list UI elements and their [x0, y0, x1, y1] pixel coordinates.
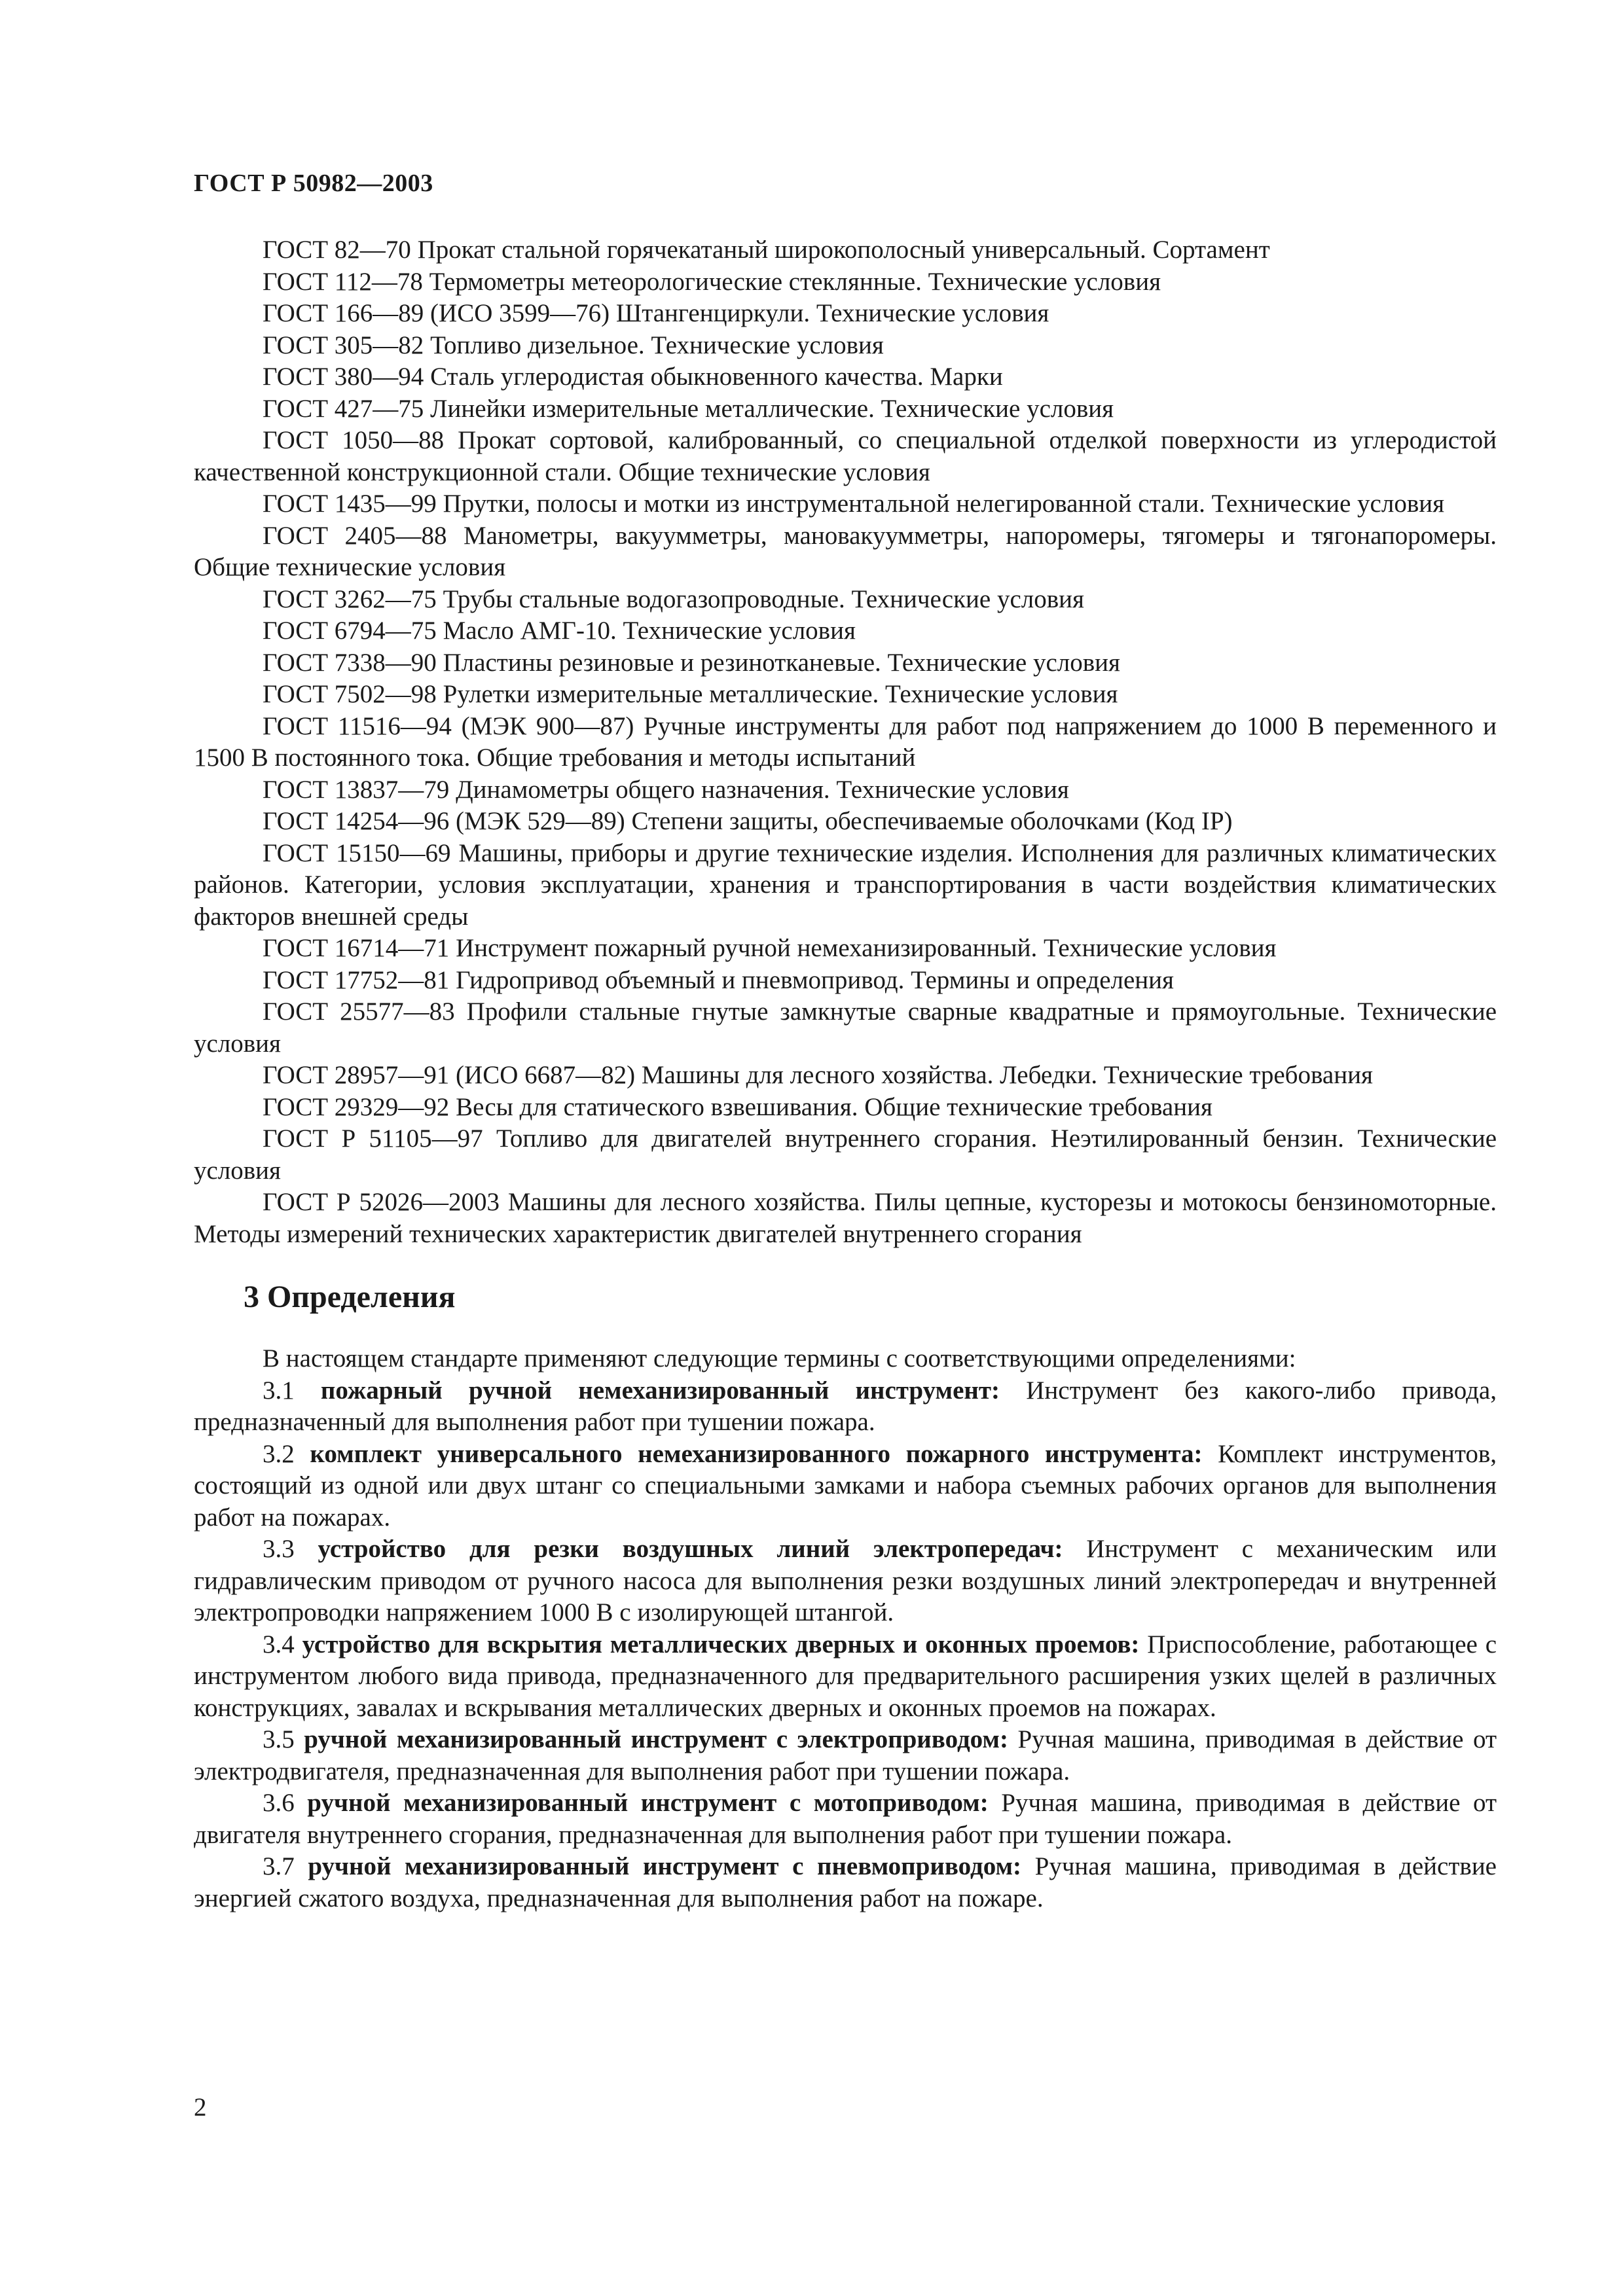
definition-item	[194, 1534, 1497, 1629]
reference-title: Сталь углеродистая обыкновенного качества. Марки	[430, 363, 1003, 391]
definition-item	[194, 1724, 1497, 1787]
reference-code: ГОСТ 7502—98	[263, 680, 437, 708]
definition-number: 3.5	[263, 1725, 295, 1753]
reference-item	[194, 774, 1497, 806]
definition-term: устройство для вскрытия металлических дверных и оконных проемов:	[302, 1630, 1140, 1659]
section-title: Определения	[267, 1280, 456, 1314]
reference-code: ГОСТ 17752—81	[263, 965, 450, 994]
reference-item	[194, 234, 1497, 266]
reference-title: Прокат сортовой, калиброванный, со специальной отделкой поверхности из углеродистой качественной конструкционной стали. Общие технические условия	[194, 426, 1497, 486]
definition-text: Приспособление, работающее с инструментом любого вида привода, предназначенного для предварительного расширения узких щелей в различных конструкциях, завалах и вскрывания металлических дверных и оконных проемов на пожарах.	[194, 1630, 1497, 1722]
reference-title: Масло АМГ-10. Технические условия	[443, 617, 856, 645]
reference-item	[194, 615, 1497, 647]
reference-code: ГОСТ 15150—69	[263, 838, 451, 867]
reference-code: ГОСТ 28957—91 (ИСО 6687—82)	[263, 1061, 636, 1089]
definition-term: комплект универсального немеханизированного пожарного инструмента:	[310, 1439, 1203, 1468]
definition-item	[194, 1439, 1497, 1534]
definition-term: ручной механизированный инструмент с электроприводом:	[304, 1725, 1008, 1753]
definition-text: Ручная машина, приводимая в действие от электродвигателя, предназначенная для выполнения работ при тушении пожара.	[194, 1725, 1497, 1785]
reference-code: ГОСТ 14254—96 (МЭК 529—89)	[263, 807, 625, 835]
reference-code: ГОСТ Р 51105—97	[263, 1124, 483, 1153]
reference-item	[194, 425, 1497, 488]
section-intro: В настоящем стандарте применяют следующие термины с соответствующими определениями:	[263, 1344, 1296, 1372]
reference-title: Машины, приборы и другие технические изделия. Исполнения для различных климатических районов. Категории, условия эксплуатации, хранения и транспортирования в части воздействия климатических факторов внешней среды	[194, 838, 1497, 931]
reference-title: Топливо дизельное. Технические условия	[430, 331, 884, 359]
reference-title: Ручные инструменты для работ под напряжением до 1000 В переменного и 1500 В постоянного тока. Общие требования и методы испытаний	[194, 711, 1497, 772]
reference-code: ГОСТ 427—75	[263, 394, 424, 423]
definition-term: ручной механизированный инструмент с пневмоприводом:	[308, 1852, 1022, 1880]
reference-code: ГОСТ 3262—75	[263, 584, 437, 613]
reference-title: Штангенциркули. Технические условия	[615, 299, 1049, 327]
page-content	[194, 234, 1497, 1914]
reference-code: ГОСТ 16714—71	[263, 934, 450, 962]
reference-code: ГОСТ 112—78	[263, 267, 423, 296]
definition-term: устройство для резки воздушных линий электропередач:	[318, 1535, 1063, 1563]
reference-title: Термометры метеорологические стеклянные. Технические условия	[429, 267, 1161, 296]
definition-item	[194, 1851, 1497, 1914]
definition-number: 3.4	[263, 1630, 295, 1659]
reference-item	[194, 266, 1497, 298]
normative-references-list	[194, 234, 1497, 1250]
reference-item	[194, 488, 1497, 520]
reference-code: ГОСТ 305—82	[263, 331, 424, 359]
reference-title: Машины для лесного хозяйства. Лебедки. Технические требования	[641, 1061, 1373, 1089]
definition-text: Ручная машина, приводимая в действие от двигателя внутреннего сгорания, предназначенная для выполнения работ при тушении пожара.	[194, 1789, 1497, 1849]
section-heading	[244, 1278, 1497, 1316]
definition-number: 3.6	[263, 1789, 295, 1817]
definition-term: пожарный ручной немеханизированный инструмент:	[320, 1376, 1000, 1405]
reference-item	[194, 330, 1497, 362]
definition-text: Комплект инструментов, состоящий из одной или двух штанг со специальными замками и набора съемных рабочих органов для выполнения работ на пожарах.	[194, 1439, 1497, 1532]
reference-title: Динамометры общего назначения. Технические условия	[456, 775, 1069, 804]
reference-item	[194, 361, 1497, 393]
reference-code: ГОСТ 25577—83	[263, 997, 455, 1026]
reference-item	[194, 1123, 1497, 1187]
definition-text: Ручная машина, приводимая в действие энергией сжатого воздуха, предназначенная для выполнения работ на пожаре.	[194, 1852, 1497, 1912]
definition-text: Инструмент без какого-либо привода, предназначенный для выполнения работ при тушении пожара.	[194, 1376, 1497, 1436]
reference-title: Трубы стальные водогазопроводные. Технические условия	[443, 584, 1084, 613]
definition-number: 3.7	[263, 1852, 295, 1880]
reference-code: ГОСТ 166—89 (ИСО 3599—76)	[263, 299, 610, 327]
definition-number: 3.2	[263, 1439, 295, 1468]
definition-number: 3.1	[263, 1376, 295, 1405]
reference-item	[194, 584, 1497, 616]
definition-text: Инструмент с механическим или гидравлическим приводом от ручного насоса для выполнения резки воздушных линий электропередач и внутренней электропроводки напряжением 1000 В с изолирующей штангой.	[194, 1535, 1497, 1626]
reference-item	[194, 838, 1497, 933]
definition-item	[194, 1375, 1497, 1439]
reference-title: Топливо для двигателей внутреннего сгорания. Неэтилированный бензин. Технические условия	[194, 1124, 1497, 1185]
reference-item	[194, 520, 1497, 584]
definition-item	[194, 1787, 1497, 1851]
reference-item	[194, 298, 1497, 330]
reference-item	[194, 806, 1497, 838]
reference-item	[194, 647, 1497, 679]
reference-item	[194, 679, 1497, 711]
reference-title: Весы для статического взвешивания. Общие технические требования	[456, 1092, 1213, 1121]
reference-code: ГОСТ Р 52026—2003	[263, 1188, 500, 1216]
reference-title: Линейки измерительные металлические. Технические условия	[430, 394, 1114, 423]
reference-title: Прутки, полосы и мотки из инструментальной нелегированной стали. Технические условия	[443, 490, 1445, 518]
section-number: 3	[244, 1280, 259, 1314]
page-number: 2	[194, 2093, 207, 2121]
reference-code: ГОСТ 11516—94 (МЭК 900—87)	[263, 711, 634, 740]
definition-number: 3.3	[263, 1535, 295, 1563]
reference-code: ГОСТ 82—70	[263, 236, 411, 264]
reference-title: Прокат стальной горячекатаный широкополосный универсальный. Сортамент	[417, 236, 1270, 264]
reference-item	[194, 933, 1497, 965]
reference-code: ГОСТ 13837—79	[263, 775, 450, 804]
reference-item	[194, 393, 1497, 425]
reference-item	[194, 1187, 1497, 1250]
document-header: ГОСТ Р 50982—2003	[194, 170, 433, 197]
definition-item	[194, 1629, 1497, 1725]
reference-title: Пластины резиновые и резинотканевые. Технические условия	[443, 648, 1120, 677]
reference-code: ГОСТ 7338—90	[263, 648, 437, 677]
reference-title: Степени защиты, обеспечиваемые оболочками (Код IP)	[631, 807, 1233, 835]
reference-title: Профили стальные гнутые замкнутые сварные квадратные и прямоугольные. Технические условия	[194, 997, 1497, 1058]
reference-title: Манометры, вакуумметры, мановакуумметры, напоромеры, тягомеры и тягонапоромеры. Общие технические условия	[194, 521, 1497, 581]
reference-item	[194, 1060, 1497, 1092]
reference-title: Машины для лесного хозяйства. Пилы цепные, кусторезы и мотокосы бензиномоторные. Методы измерений технических характеристик двигателей внутреннего сгорания	[194, 1188, 1497, 1248]
reference-item	[194, 1092, 1497, 1124]
reference-code: ГОСТ 380—94	[263, 363, 424, 391]
reference-title: Гидропривод объемный и пневмопривод. Термины и определения	[456, 965, 1174, 994]
reference-code: ГОСТ 6794—75	[263, 617, 437, 645]
reference-title: Рулетки измерительные металлические. Технические условия	[443, 680, 1118, 708]
reference-item	[194, 996, 1497, 1060]
reference-code: ГОСТ 1050—88	[263, 426, 445, 454]
reference-code: ГОСТ 2405—88	[263, 521, 447, 550]
reference-code: ГОСТ 1435—99	[263, 490, 437, 518]
reference-code: ГОСТ 29329—92	[263, 1092, 450, 1121]
definition-term: ручной механизированный инструмент с мотоприводом:	[307, 1789, 989, 1817]
reference-item	[194, 965, 1497, 997]
reference-title: Инструмент пожарный ручной немеханизированный. Технические условия	[456, 934, 1277, 962]
reference-item	[194, 711, 1497, 774]
